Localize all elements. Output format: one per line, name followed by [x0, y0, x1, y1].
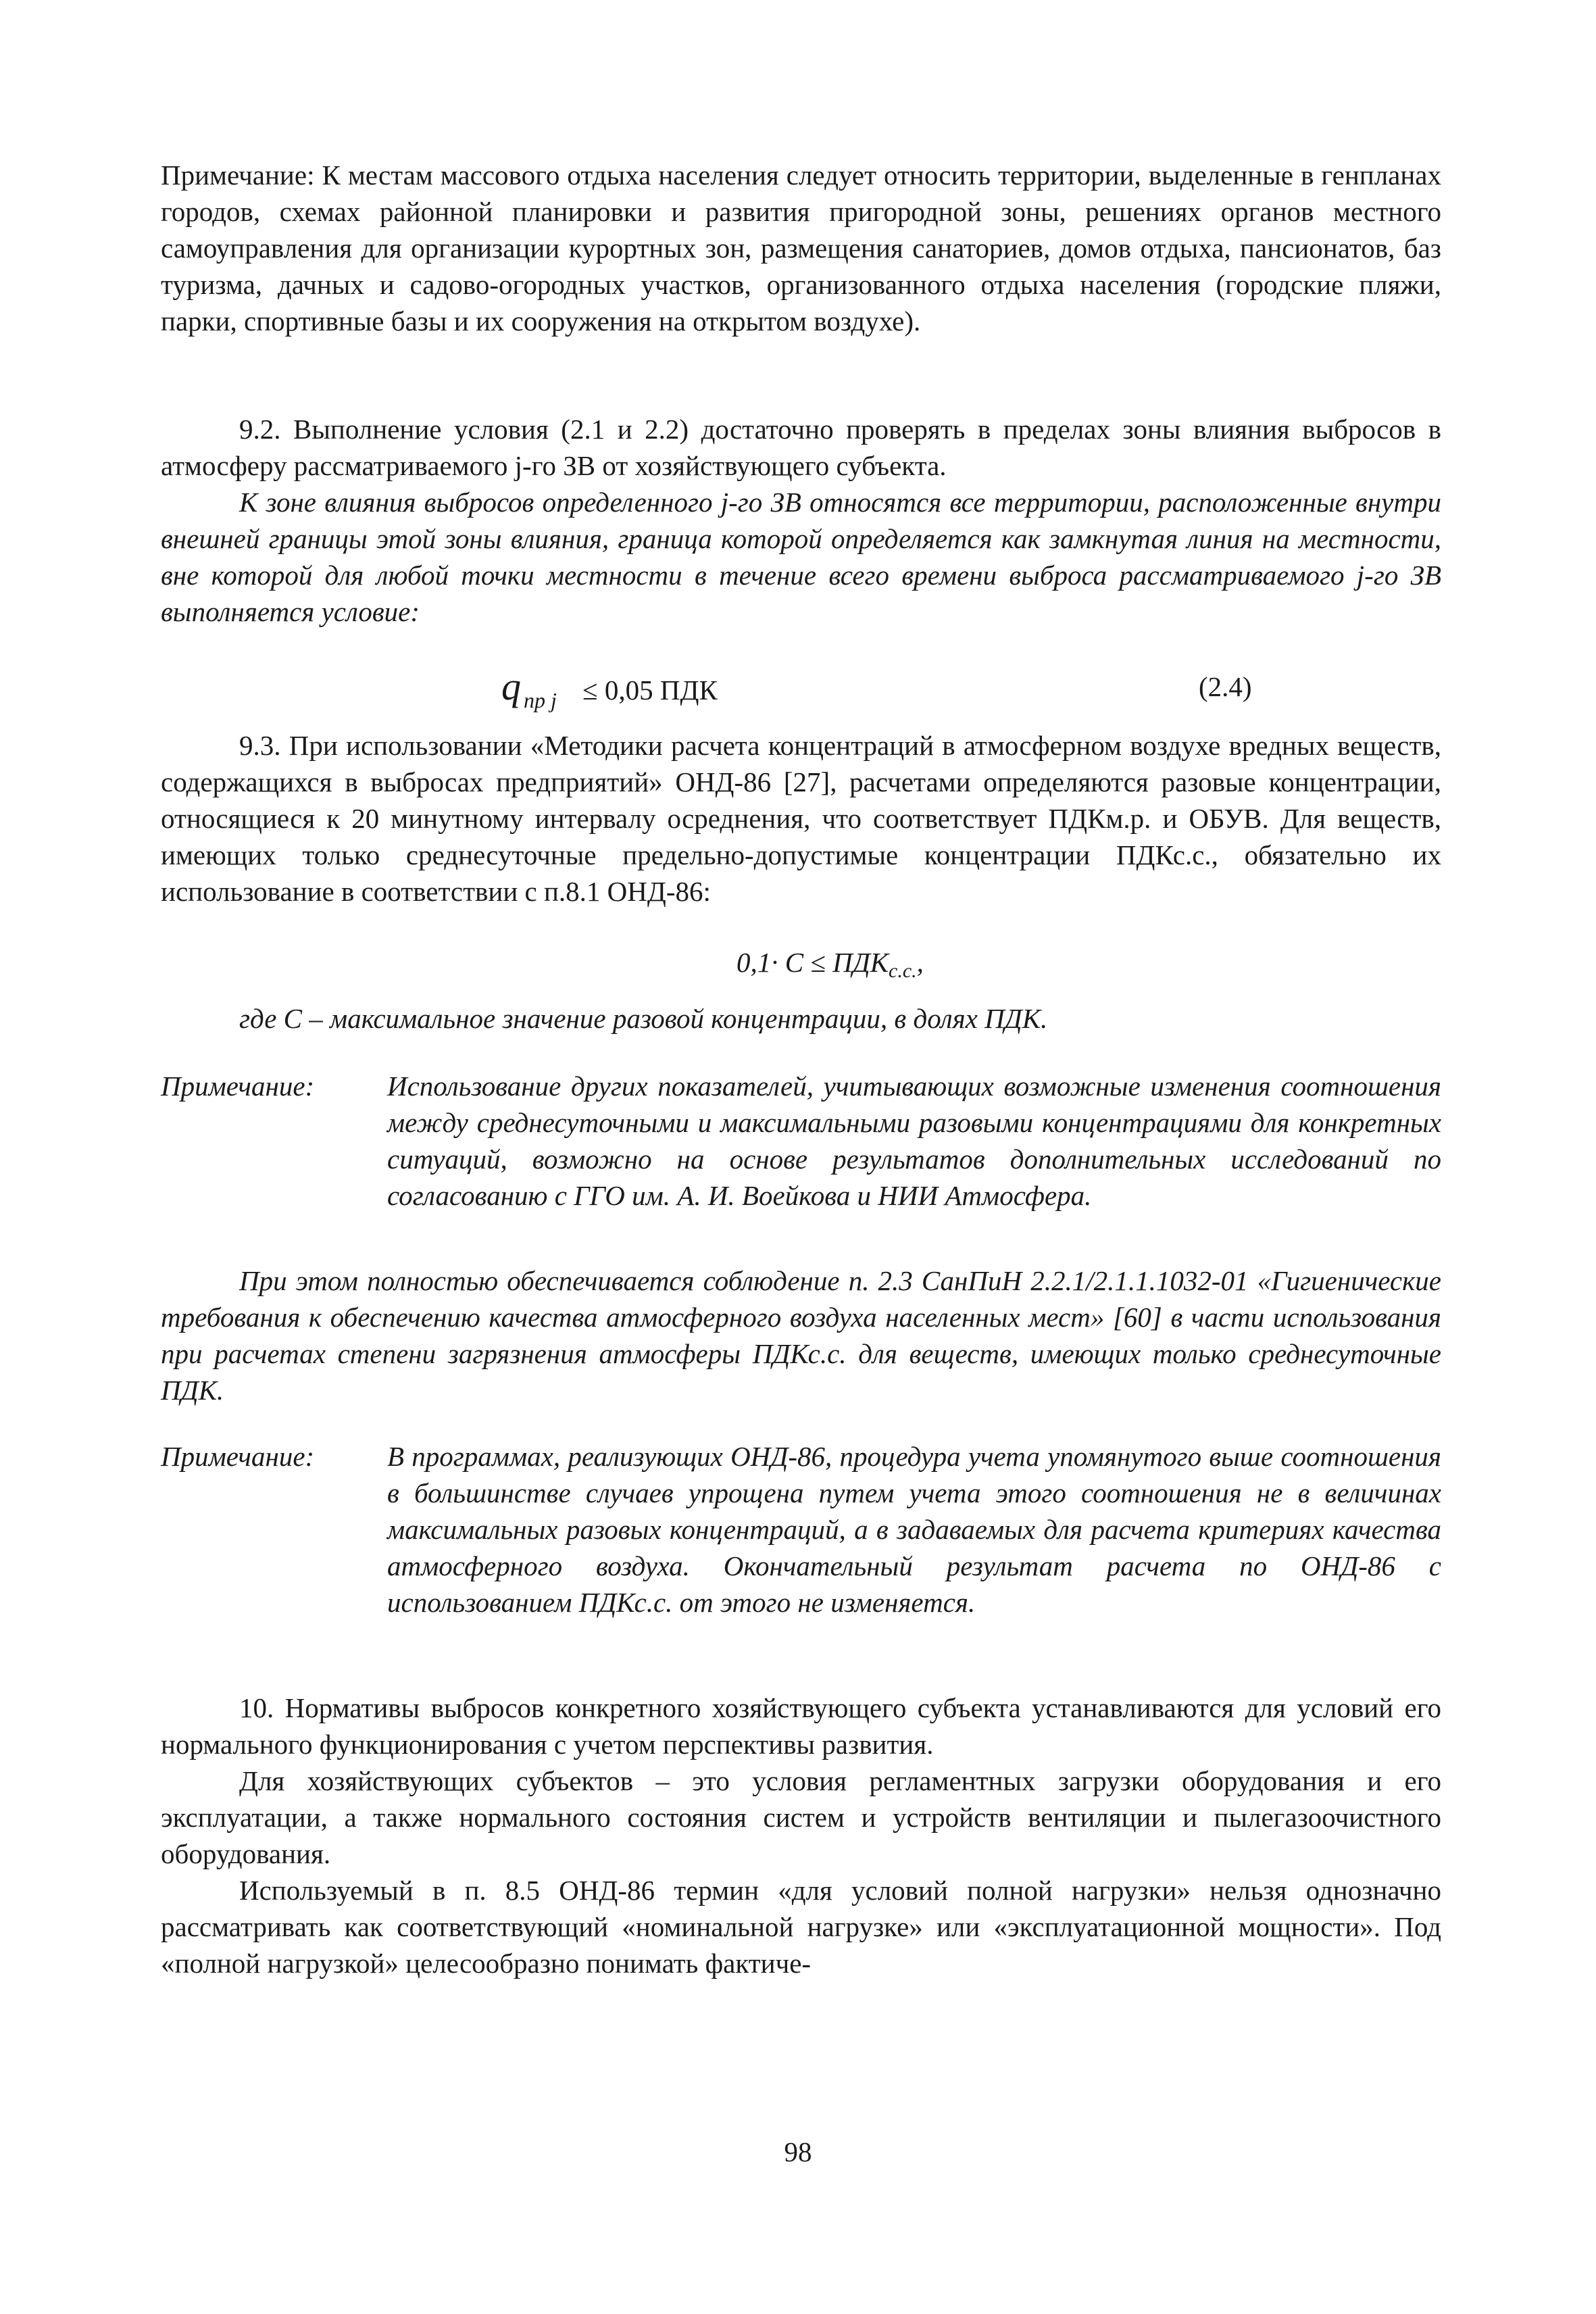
paragraph-9-2: 9.2. Выполнение условия (2.1 и 2.2) достаточно проверять в пределах зоны влияния выбросов в атмосферу рассматриваемого j-го ЗВ от хозяйствующего субъекта. — [161, 414, 1441, 481]
paragraph-10: 10. Нормативы выбросов конкретного хозяйствующего субъекта устанавливаются для условий его нормального функционирования с учетом перспективы развития. — [161, 1692, 1441, 1760]
note-2-label: Примечание: — [161, 1070, 315, 1102]
paragraph-10-b: Для хозяйствующих субъектов – это условия регламентных загрузки оборудования и его эксплуатации, а также нормального состояния систем и устройств вентиляции и пылегазоочистного оборудования. — [161, 1765, 1441, 1869]
note-2 — [161, 1068, 1441, 1214]
paragraph-9-3: 9.3. При использовании «Методики расчета концентраций в атмосферном воздухе вредных веществ, содержащихся в выбросах предприятий» ОНД-86 [27], расчетами определяются разовые концентрации, относящиеся к 20 минутному интервалу осреднения, что соответствует ПДКм.р. и ОБУВ. Для веществ, имеющих только среднесуточные предельно-допустимые концентрации ПДКс.с., обязательно их использование в соответствии с п.8.1 ОНД-86: — [161, 730, 1441, 907]
formula-ss — [737, 946, 924, 983]
note-mass-recreation: Примечание: К местам массового отдыха населения следует относить территории, выделенные в генпланах городов, схемах районной планировки и развития пригородной зоны, решениях органов местного самоуправления для организации курортных зон, размещения санаториев, домов отдыха, пансионатов, баз туризма, дачных и садово-огородных участков, организованного отдыха населения (городские пляжи, парки, спортивные базы и их сооружения на открытом воздухе). — [161, 159, 1441, 337]
formula-ss-tail: , — [916, 947, 924, 978]
formula-ss-lhs: 0,1· С ≤ ПДК — [737, 947, 889, 978]
page-number: 98 — [784, 2136, 812, 2167]
formula-ss-sub: с.с. — [889, 960, 917, 982]
paragraph-9-2-zone: К зоне влияния выбросов определенного j-го ЗВ относятся все территории, расположенные внутри внешней границы этой зоны влияния, граница которой определяется как замкнутая линия на местности, вне которой для любой точки местности в течение всего времени выброса рассматриваемого j-го ЗВ выполняется условие: — [161, 487, 1441, 627]
formula-rhs: ≤ 0,05 ПДК — [582, 674, 718, 706]
formula-number-2-4: (2.4) — [1199, 671, 1252, 702]
note-3-text: В программах, реализующих ОНД-86, процедура учета упомянутого выше соотношения в большинстве случаев упрощена путем учета этого соотношения не в величинах максимальных разовых концентраций, а в задаваемых для расчета критериях качества атмосферного воздуха. Окончательный результат расчета по ОНД-86 с использованием ПДКс.с. от этого не изменяется. — [387, 1441, 1441, 1618]
note-2-text: Использование других показателей, учитывающих возможные изменения соотношения между среднесуточными и максимальными разовыми концентрациями для конкретных ситуаций, возможно на основе результатов дополнительных исследований по согласованию с ГГО им. А. И. Воейкова и НИИ Атмосфера. — [387, 1070, 1441, 1211]
formula-q-sub: пр j — [524, 688, 557, 712]
note-3-label: Примечание: — [161, 1441, 315, 1472]
where-c-note: где С – максимальное значение разовой концентрации, в долях ПДК. — [239, 1003, 1048, 1034]
paragraph-10-c: Используемый в п. 8.5 ОНД-86 термин «для условий полной нагрузки» нельзя однозначно рассматривать как соответствующий «номинальной нагрузке» или «эксплуатационной мощности». Под «полной нагрузкой» целесообразно понимать фактиче- — [161, 1875, 1441, 1979]
note-3 — [161, 1438, 1441, 1621]
paragraph-sanpin: При этом полностью обеспечивается соблюдение п. 2.3 СанПиН 2.2.1/2.1.1.1032-01 «Гигиенические требования к обеспечению качества атмосферного воздуха населенных мест» [60] в части использования при расчетах степени загрязнения атмосферы ПДКс.с. для веществ, имеющих только среднесуточные ПДК. — [161, 1265, 1441, 1406]
formula-q: q — [501, 664, 521, 708]
formula-2-4 — [501, 664, 718, 713]
